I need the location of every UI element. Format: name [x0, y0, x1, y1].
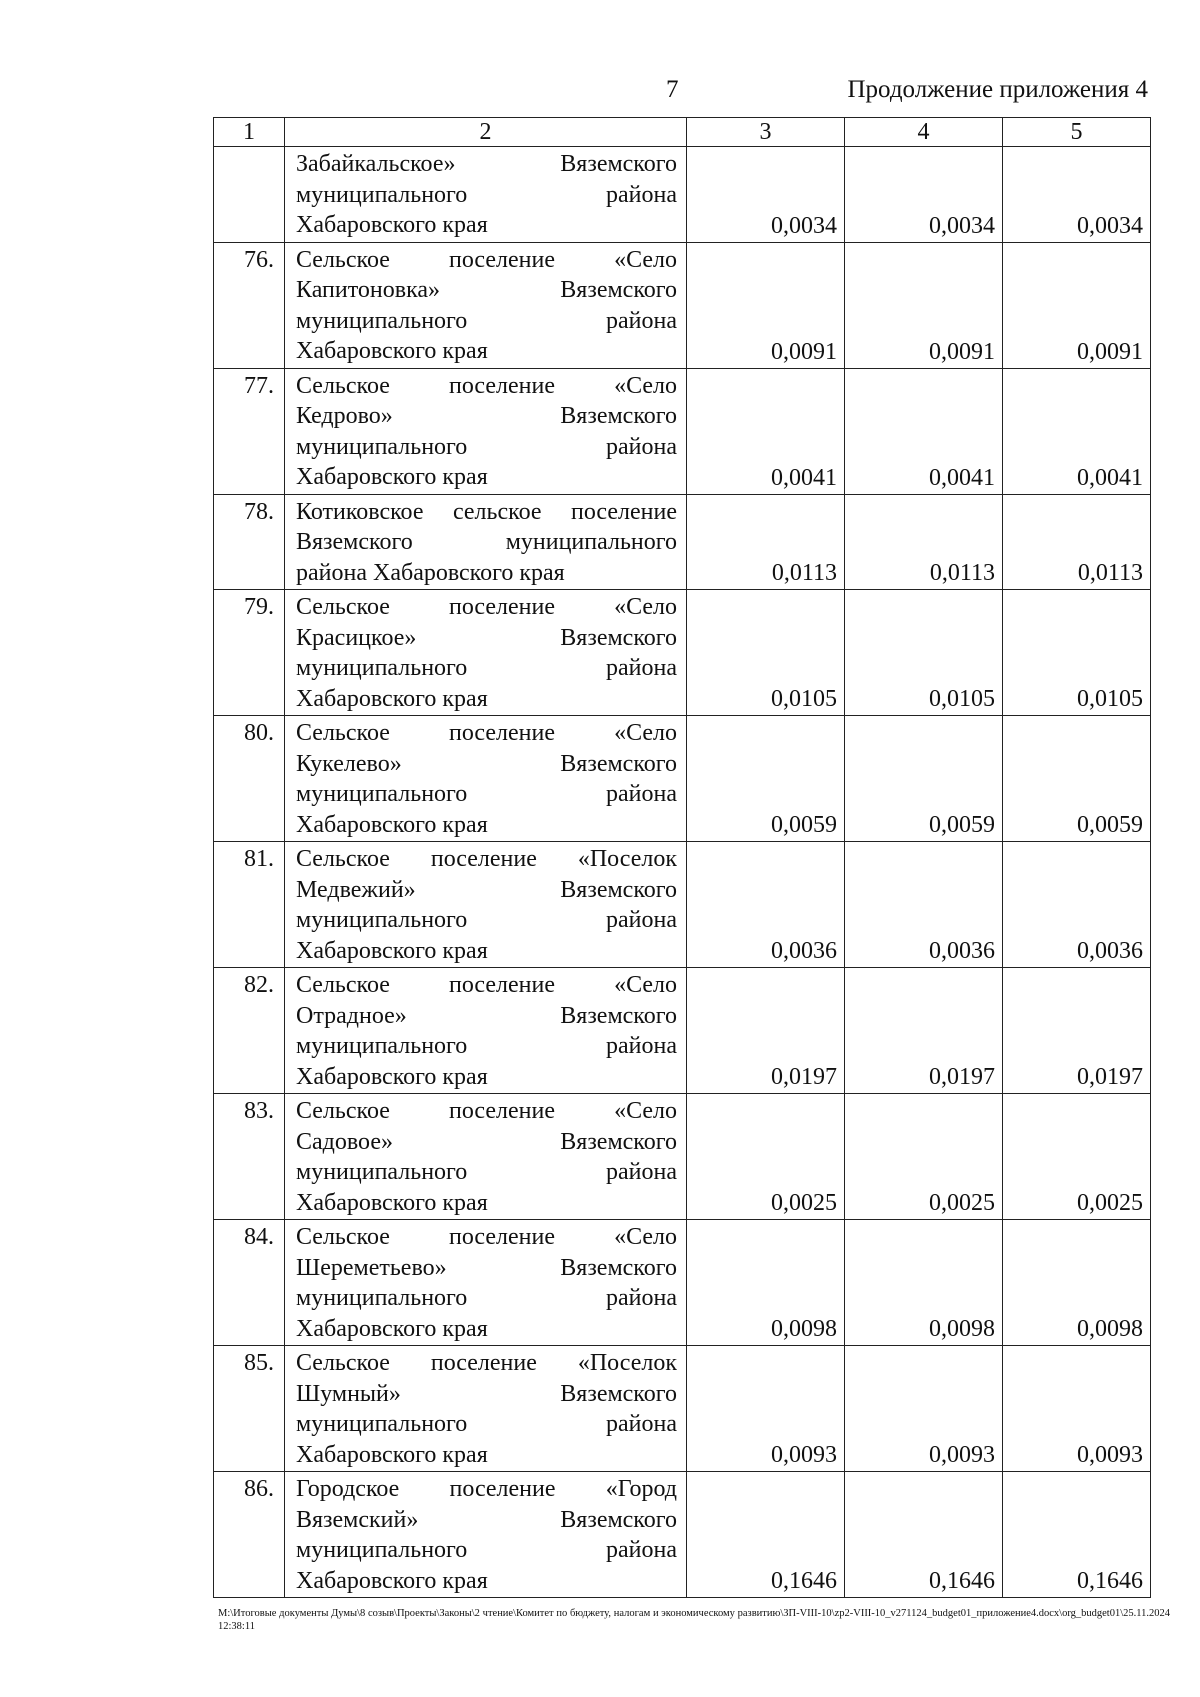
name-line: Забайкальское» Вяземского — [296, 151, 677, 177]
name-line: Котиковское сельское поселение — [296, 498, 677, 525]
value-col-3: 0,0025 — [687, 1094, 845, 1220]
value-col-3: 0,0093 — [687, 1346, 845, 1472]
table-row — [214, 842, 1151, 968]
value-col-5: 0,0091 — [1003, 242, 1151, 368]
value-col-4: 0,0041 — [845, 368, 1003, 494]
name-line: Хабаровского края — [296, 338, 488, 364]
name-line: Медвежий» Вяземского — [296, 876, 677, 903]
name-line: муниципального района — [296, 1537, 677, 1563]
value-col-4: 0,0197 — [845, 968, 1003, 1094]
column-header-1: 1 — [214, 118, 285, 147]
value-col-5: 0,0025 — [1003, 1094, 1151, 1220]
value-col-3: 0,0105 — [687, 590, 845, 716]
row-number: 79. — [214, 590, 285, 716]
row-number: 82. — [214, 968, 285, 1094]
name-line: Сельское поселение «Поселок — [296, 846, 677, 872]
row-number: 86. — [214, 1472, 285, 1598]
name-line: Шереметьево» Вяземского — [296, 1254, 677, 1281]
file-path-footer: M:\Итоговые документы Думы\8 созыв\Проекты\Законы\2 чтение\Комитет по бюджету, налогам и экономическому развитию\ЗП-VIII-10\zp2-VIII-10_v271124_budget01_приложение4.docx\org_budget01\25.11.2024 12:38:11 — [218, 1608, 1170, 1632]
name-line: Сельское поселение «Село — [296, 1224, 677, 1250]
name-line: Хабаровского края — [296, 1063, 488, 1090]
municipality-name — [285, 968, 687, 1094]
name-line: муниципального района — [296, 781, 677, 807]
value-col-4: 0,0093 — [845, 1346, 1003, 1472]
value-col-4: 0,0091 — [845, 242, 1003, 368]
name-line: Кукелево» Вяземского — [296, 750, 677, 777]
municipality-name — [285, 494, 687, 590]
municipality-name — [285, 842, 687, 968]
municipality-name — [285, 1094, 687, 1220]
table-row — [214, 590, 1151, 716]
value-col-3: 0,0113 — [687, 494, 845, 590]
name-line: муниципального района — [296, 307, 677, 334]
table-row — [214, 1094, 1151, 1220]
row-number: 84. — [214, 1220, 285, 1346]
table-row — [214, 1220, 1151, 1346]
table-row — [214, 368, 1151, 494]
municipality-name — [285, 1472, 687, 1598]
value-col-4: 0,0105 — [845, 590, 1003, 716]
name-line: муниципального района — [296, 907, 677, 933]
value-col-5: 0,0105 — [1003, 590, 1151, 716]
value-col-4: 0,0034 — [845, 147, 1003, 243]
table-row — [214, 147, 1151, 243]
table-row — [214, 1346, 1151, 1472]
table-row — [214, 494, 1151, 590]
name-line: Хабаровского края — [296, 1315, 488, 1342]
appendix-table — [213, 117, 1151, 1598]
name-line: Городское поселение «Город — [296, 1476, 677, 1502]
name-line: Сельское поселение «Село — [296, 372, 677, 399]
value-col-5: 0,0034 — [1003, 147, 1151, 243]
name-line: муниципального района — [296, 1159, 677, 1185]
name-line: муниципального района — [296, 1033, 677, 1059]
name-line: муниципального района — [296, 1411, 677, 1437]
page-number: 7 — [666, 76, 679, 103]
name-line: муниципального района — [296, 433, 677, 460]
value-col-3: 0,0091 — [687, 242, 845, 368]
name-line: Отрадное» Вяземского — [296, 1002, 677, 1029]
value-col-3: 0,0041 — [687, 368, 845, 494]
name-line: муниципального района — [296, 1285, 677, 1311]
name-line: Сельское поселение «Поселок — [296, 1350, 677, 1376]
value-col-3: 0,0197 — [687, 968, 845, 1094]
name-line: Хабаровского края — [296, 212, 488, 238]
column-header-4: 4 — [845, 118, 1003, 147]
row-number: 85. — [214, 1346, 285, 1472]
row-number: 77. — [214, 368, 285, 494]
name-line: Хабаровского края — [296, 1567, 488, 1594]
row-number: 80. — [214, 716, 285, 842]
value-col-5: 0,0036 — [1003, 842, 1151, 968]
municipality-name — [285, 716, 687, 842]
value-col-5: 0,0098 — [1003, 1220, 1151, 1346]
municipality-name — [285, 147, 687, 243]
name-line: Хабаровского края — [296, 464, 488, 490]
name-line: Хабаровского края — [296, 937, 488, 964]
value-col-5: 0,0113 — [1003, 494, 1151, 590]
value-col-5: 0,0059 — [1003, 716, 1151, 842]
table-row — [214, 242, 1151, 368]
value-col-5: 0,0041 — [1003, 368, 1151, 494]
name-line: Красицкое» Вяземского — [296, 624, 677, 651]
table-row — [214, 716, 1151, 842]
value-col-4: 0,0098 — [845, 1220, 1003, 1346]
name-line: Капитоновка» Вяземского — [296, 277, 677, 303]
name-line: Сельское поселение «Село — [296, 720, 677, 746]
value-col-4: 0,0113 — [845, 494, 1003, 590]
name-line: Кедрово» Вяземского — [296, 403, 677, 429]
name-line: Сельское поселение «Село — [296, 594, 677, 620]
name-line: Хабаровского края — [296, 1441, 488, 1468]
value-col-4: 0,0036 — [845, 842, 1003, 968]
municipality-name — [285, 242, 687, 368]
continuation-caption: Продолжение приложения 4 — [847, 76, 1148, 103]
value-col-3: 0,1646 — [687, 1472, 845, 1598]
value-col-4: 0,0059 — [845, 716, 1003, 842]
name-line: района Хабаровского края — [296, 559, 565, 586]
value-col-3: 0,0036 — [687, 842, 845, 968]
value-col-3: 0,0059 — [687, 716, 845, 842]
table-row — [214, 968, 1151, 1094]
row-number: 76. — [214, 242, 285, 368]
value-col-4: 0,1646 — [845, 1472, 1003, 1598]
municipality-name — [285, 590, 687, 716]
row-number: 78. — [214, 494, 285, 590]
table-row — [214, 1472, 1151, 1598]
name-line: Вяземского муниципального — [296, 529, 677, 555]
name-line: Сельское поселение «Село — [296, 972, 677, 998]
row-number: 83. — [214, 1094, 285, 1220]
value-col-3: 0,0098 — [687, 1220, 845, 1346]
municipality-name — [285, 1220, 687, 1346]
municipality-name — [285, 368, 687, 494]
row-number — [214, 147, 285, 243]
name-line: Хабаровского края — [296, 811, 488, 838]
municipality-name — [285, 1346, 687, 1472]
column-header-3: 3 — [687, 118, 845, 147]
name-line: муниципального района — [296, 181, 677, 208]
name-line: Садовое» Вяземского — [296, 1128, 677, 1155]
value-col-4: 0,0025 — [845, 1094, 1003, 1220]
name-line: Хабаровского края — [296, 685, 488, 712]
name-line: муниципального района — [296, 655, 677, 681]
name-line: Вяземский» Вяземского — [296, 1506, 677, 1533]
value-col-3: 0,0034 — [687, 147, 845, 243]
value-col-5: 0,1646 — [1003, 1472, 1151, 1598]
name-line: Хабаровского края — [296, 1189, 488, 1216]
value-col-5: 0,0093 — [1003, 1346, 1151, 1472]
value-col-5: 0,0197 — [1003, 968, 1151, 1094]
name-line: Сельское поселение «Село — [296, 246, 677, 273]
column-header-5: 5 — [1003, 118, 1151, 147]
row-number: 81. — [214, 842, 285, 968]
table-header-row — [214, 118, 1151, 147]
name-line: Сельское поселение «Село — [296, 1098, 677, 1124]
name-line: Шумный» Вяземского — [296, 1380, 677, 1407]
column-header-2: 2 — [285, 118, 687, 147]
